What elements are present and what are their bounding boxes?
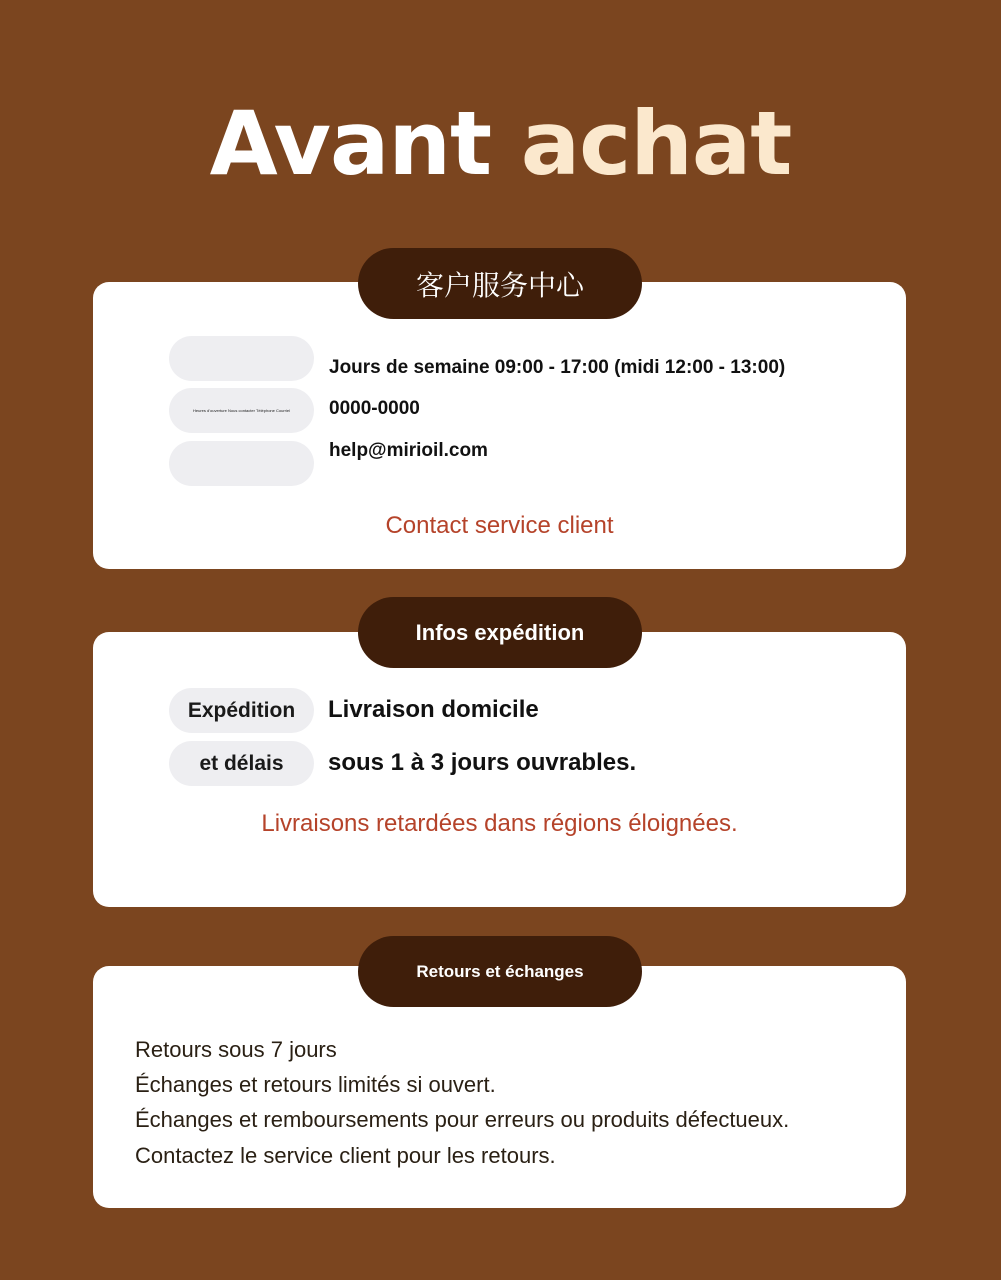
- shipping-delay-note: Livraisons retardées dans régions éloignées.: [261, 810, 738, 837]
- customer-service-tab: 客户服务中心: [358, 248, 642, 319]
- page-title: [0, 92, 1001, 196]
- contact-service-link[interactable]: Contact service client: [385, 512, 614, 539]
- returns-line-1: Retours sous 7 jours: [135, 1037, 337, 1062]
- returns-line-4: Contactez le service client pour les retours.: [135, 1143, 556, 1168]
- shipping-line-2: sous 1 à 3 jours ouvrables.: [328, 749, 637, 776]
- service-pill-2: Heures d'ouverture Nous contacter Téléphone Courriel: [169, 388, 314, 433]
- returns-tab: Retours et échanges: [358, 936, 642, 1007]
- returns-line-2: Échanges et retours limités si ouvert.: [135, 1072, 496, 1097]
- returns-line-3: Échanges et remboursements pour erreurs ou produits défectueux.: [135, 1107, 790, 1132]
- shipping-line-1: Livraison domicile: [328, 696, 539, 723]
- shipping-pill-2: et délais: [169, 741, 314, 786]
- shipping-pill-1: Expédition: [169, 688, 314, 733]
- title-word-1: Avant: [209, 92, 492, 195]
- service-phone: 0000-0000: [329, 398, 420, 419]
- service-pill-1: [169, 336, 314, 381]
- title-word-2: achat: [520, 92, 792, 195]
- service-hours: Jours de semaine 09:00 - 17:00 (midi 12:00 - 13:00): [329, 357, 786, 378]
- service-email[interactable]: help@mirioil.com: [329, 440, 488, 461]
- service-pill-3: [169, 441, 314, 486]
- shipping-tab: Infos expédition: [358, 597, 642, 668]
